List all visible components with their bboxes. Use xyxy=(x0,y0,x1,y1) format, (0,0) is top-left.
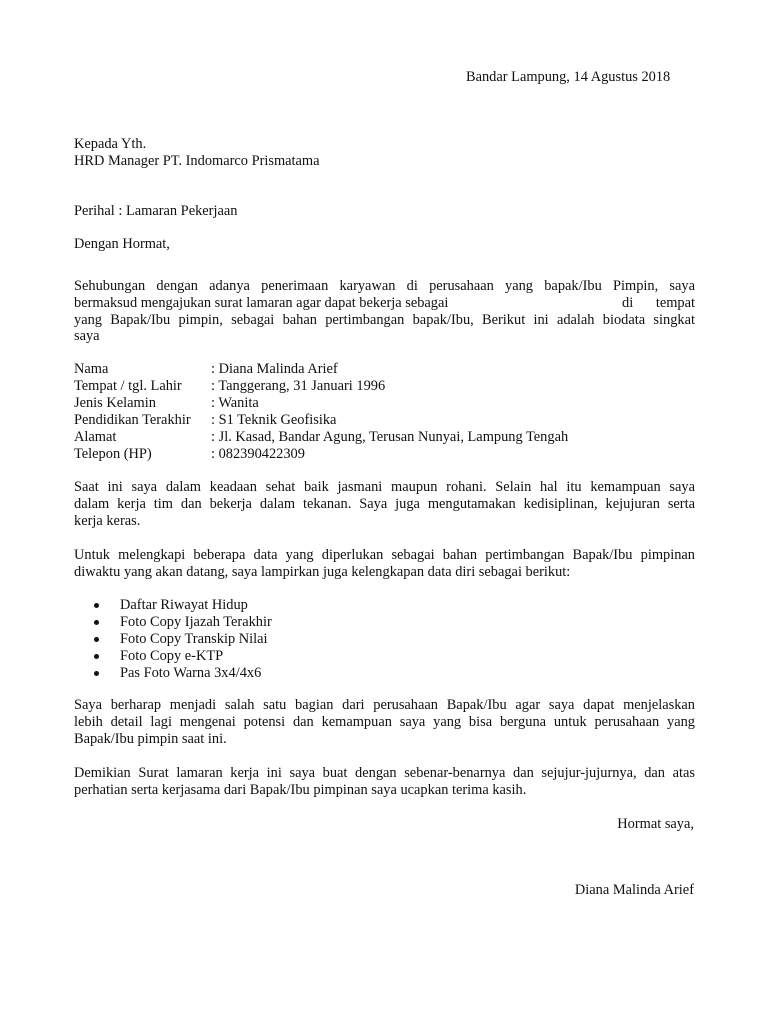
hope-paragraph xyxy=(74,697,695,747)
intro-line-4: saya xyxy=(74,328,100,345)
biodata-value: : Jl. Kasad, Bandar Agung, Terusan Nunyai, Lampung Tengah xyxy=(211,429,569,445)
intro-line-2-start: bermaksud mengajukan surat lamaran agar dapat bekerja sebagai xyxy=(74,294,449,311)
list-item-text: Foto Copy Transkip Nilai xyxy=(120,631,268,647)
biodata-label: Telepon (HP) xyxy=(74,446,152,462)
bullet-icon xyxy=(94,654,99,659)
closing-paragraph xyxy=(74,765,695,799)
hope-line-2: lebih detail lagi mengenai potensi dan kemampuan saya yang bisa berguna untuk perusahaan yang xyxy=(74,713,695,730)
subject-line: Perihal : Lamaran Pekerjaan xyxy=(74,203,238,219)
biodata-label: Tempat / tgl. Lahir xyxy=(74,378,182,394)
recipient-salutation: Kepada Yth. xyxy=(74,136,147,152)
biodata-value: : 082390422309 xyxy=(211,446,305,462)
health-line-2: dalam kerja tim dan bekerja dalam tekanan. Saya juga mengutamakan kedisiplinan, kejujuran serta xyxy=(74,495,695,512)
health-line-3: kerja keras. xyxy=(74,512,141,529)
health-line-1: Saat ini saya dalam keadaan sehat baik jasmani maupun rohani. Selain hal itu kemampuan saya xyxy=(74,479,695,495)
intro-line-2-end: di tempat xyxy=(622,294,695,311)
sign-off: Hormat saya, xyxy=(617,816,694,832)
intro-line-3: yang Bapak/Ibu pimpin, sebagai bahan pertimbangan bapak/Ibu, Berikut ini adalah biodata singkat xyxy=(74,311,695,328)
biodata-value: : Diana Malinda Arief xyxy=(211,361,338,377)
bullet-icon xyxy=(94,603,99,608)
signature-name: Diana Malinda Arief xyxy=(574,882,694,898)
greeting: Dengan Hormat, xyxy=(74,236,170,252)
hope-line-3: Bapak/Ibu pimpin saat ini. xyxy=(74,730,227,747)
intro-line-2 xyxy=(74,295,695,312)
hope-line-1: Saya berharap menjadi salah satu bagian dari perusahaan Bapak/Ibu agar saya dapat menjelaskan xyxy=(74,697,695,713)
health-paragraph xyxy=(74,479,695,529)
attachments-intro-line-1: Untuk melengkapi beberapa data yang diperlukan sebagai bahan pertimbangan Bapak/Ibu pimpinan xyxy=(74,547,695,563)
biodata-value: : Wanita xyxy=(211,395,259,411)
intro-line-1: Sehubungan dengan adanya penerimaan karyawan di perusahaan yang bapak/Ibu Pimpin, saya xyxy=(74,278,695,294)
list-item-text: Foto Copy Ijazah Terakhir xyxy=(120,614,272,630)
closing-line-2: perhatian serta kerjasama dari Bapak/Ibu pimpinan saya ucapkan terima kasih. xyxy=(74,781,527,798)
attachments-intro-line-2: diwaktu yang akan datang, saya lampirkan juga kelengkapan data diri sebagai berikut: xyxy=(74,563,571,580)
list-item-text: Foto Copy e-KTP xyxy=(120,648,224,664)
intro-paragraph xyxy=(74,278,695,345)
attachments-intro-paragraph xyxy=(74,547,695,581)
biodata-value: : Tanggerang, 31 Januari 1996 xyxy=(211,378,386,394)
closing-line-1: Demikian Surat lamaran kerja ini saya buat dengan sebenar-benarnya dan sejujur-jujurnya, dan atas xyxy=(74,765,695,781)
biodata-label: Pendidikan Terakhir xyxy=(74,412,191,428)
list-item-text: Pas Foto Warna 3x4/4x6 xyxy=(120,665,262,681)
bullet-icon xyxy=(94,637,99,642)
biodata-label: Jenis Kelamin xyxy=(74,395,156,411)
biodata-label: Alamat xyxy=(74,429,117,445)
place-date: Bandar Lampung, 14 Agustus 2018 xyxy=(466,69,671,85)
biodata-label: Nama xyxy=(74,361,109,377)
bullet-icon xyxy=(94,620,99,625)
list-item-text: Daftar Riwayat Hidup xyxy=(120,597,248,613)
recipient-name: HRD Manager PT. Indomarco Prismatama xyxy=(74,153,320,169)
biodata-value: : S1 Teknik Geofisika xyxy=(211,412,337,428)
bullet-icon xyxy=(94,671,99,676)
